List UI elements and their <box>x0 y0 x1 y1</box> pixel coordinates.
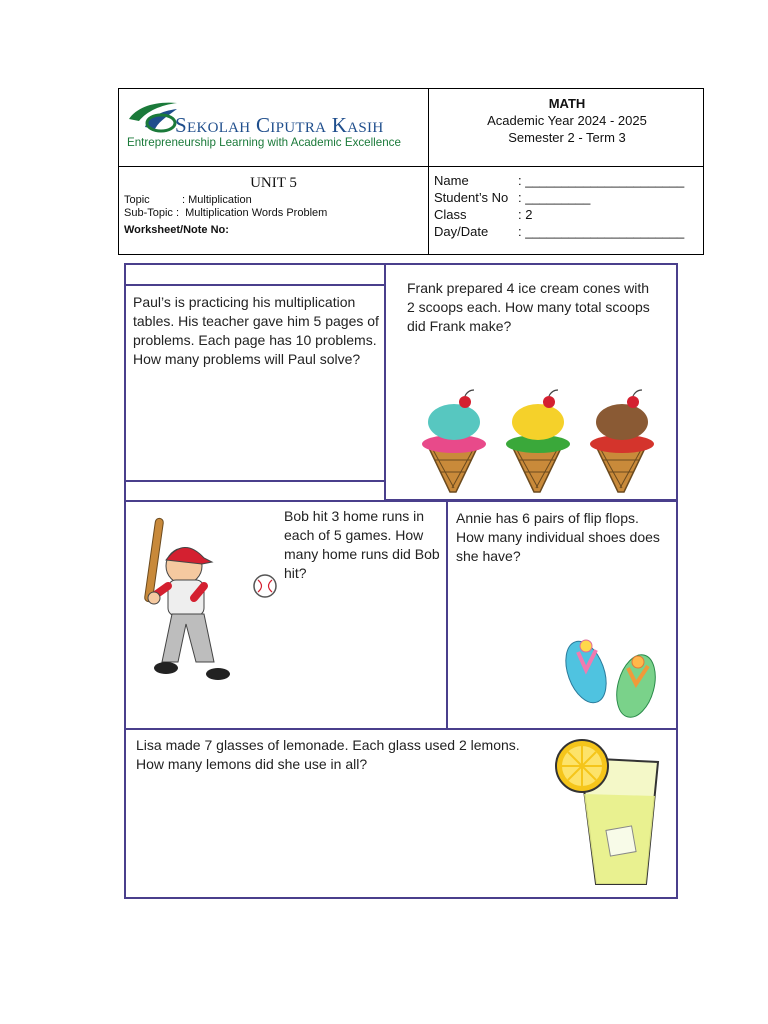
problem-text-bob: Bob hit 3 home runs in each of 5 games. How many home runs did Bob hit? <box>284 508 440 581</box>
subtopic-value: Multiplication Words Problem <box>185 207 328 219</box>
academic-year: Academic Year 2024 - 2025 <box>487 113 647 128</box>
field-value: : ______________________ <box>518 173 685 188</box>
semester-term: Semester 2 - Term 3 <box>508 130 626 145</box>
subject-title: MATH <box>548 96 586 111</box>
baseball-player-icon <box>134 514 284 690</box>
field-label: Class <box>434 207 467 222</box>
lemonade-glass-icon <box>546 738 666 888</box>
unit-title: UNIT 5 <box>250 175 297 191</box>
field-label: Name <box>434 173 469 188</box>
divider <box>119 166 703 167</box>
subtopic-label: Sub-Topic : <box>124 207 180 219</box>
field-label: Day/Date <box>434 224 489 239</box>
student-no-field[interactable] <box>434 190 590 205</box>
problem-text-lisa: Lisa made 7 glasses of lemonade. Each glass used 2 lemons. How many lemons did she use in all? <box>136 737 520 772</box>
problem-text-frank: Frank prepared 4 ice cream cones with 2 scoops each. How many total scoops did Frank make? <box>407 280 650 334</box>
worksheet-label: Worksheet/Note No: <box>124 224 229 236</box>
problem-text-paul: Paul’s is practicing his multiplication tables. His teacher gave him 5 pages of problems. Each page has 10 problems. How many problems will Paul solve? <box>133 294 379 367</box>
school-name: Sekolah Ciputra Kasih <box>175 113 384 137</box>
day-date-field[interactable] <box>434 224 684 239</box>
school-tagline: Entrepreneurship Learning with Academic Excellence <box>127 136 401 149</box>
field-label: Student’s No <box>434 190 509 205</box>
header-table <box>118 88 704 255</box>
problem-text-annie: Annie has 6 pairs of flip flops. How many individual shoes does she have? <box>456 510 660 564</box>
name-field[interactable] <box>434 173 684 188</box>
flip-flops-icon <box>556 636 668 722</box>
topic-label: Topic <box>124 194 150 206</box>
topic-line <box>124 194 252 206</box>
ice-cream-cones-icon <box>414 388 664 496</box>
class-field[interactable] <box>434 207 532 222</box>
field-value: : 2 <box>518 207 533 222</box>
subtopic-line <box>124 207 327 219</box>
field-value: : ______________________ <box>518 224 685 239</box>
topic-value: : Multiplication <box>182 194 252 206</box>
field-value: : _________ <box>518 190 591 205</box>
